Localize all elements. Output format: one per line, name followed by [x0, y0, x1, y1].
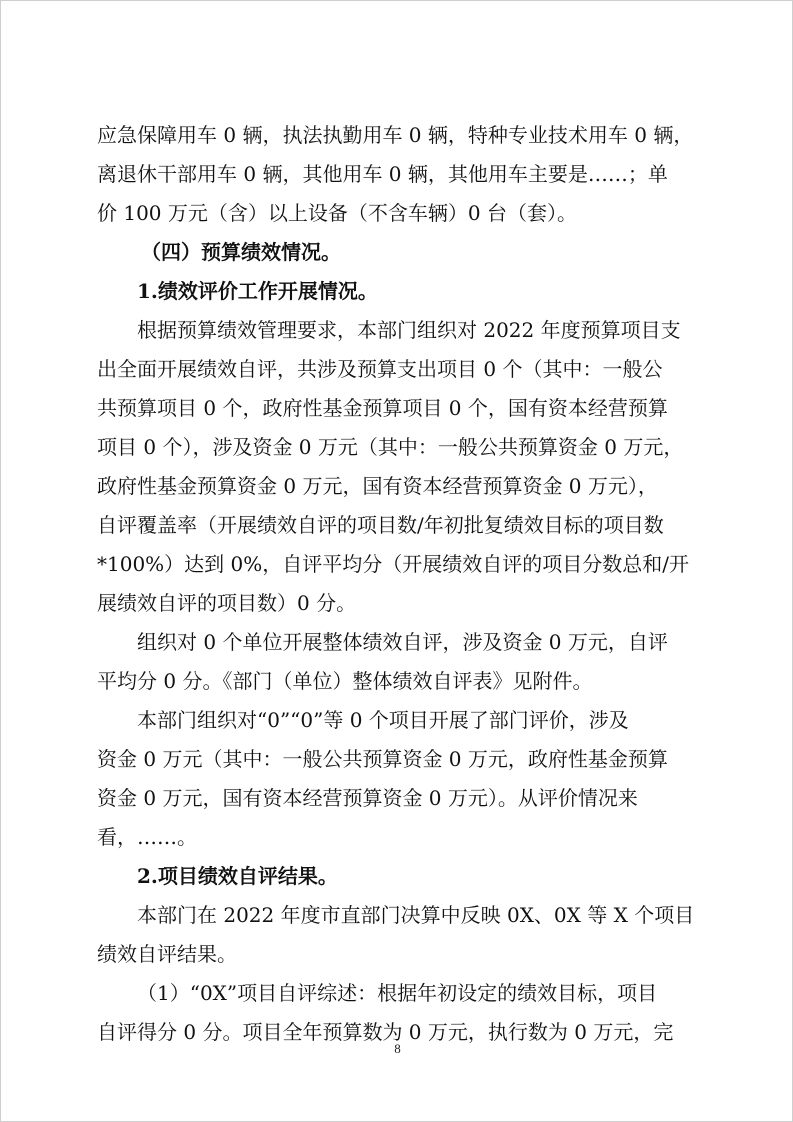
subsection-heading: 1.绩效评价工作开展情况。	[137, 279, 378, 303]
paragraph-line: 展绩效自评的项目数）0 分。	[97, 591, 357, 615]
paragraph-line: 项目 0 个），涉及资金 0 万元（其中：一般公共预算资金 0 万元，	[97, 435, 684, 459]
paragraph-line: 资金 0 万元（其中：一般公共预算资金 0 万元，政府性基金预算	[97, 747, 668, 771]
paragraph-line: 自评得分 0 分。项目全年预算数为 0 万元，执行数为 0 万元，完	[97, 1020, 674, 1044]
paragraph-line: 出全面开展绩效自评，共涉及预算支出项目 0 个（其中：一般公	[97, 357, 663, 381]
subsection-heading: 2.项目绩效自评结果。	[137, 864, 338, 888]
paragraph-line: 组织对 0 个单位开展整体绩效自评，涉及资金 0 万元，自评	[137, 630, 668, 654]
paragraph-line: 本部门组织对“0”“0”等 0 个项目开展了部门评价，涉及	[137, 708, 629, 732]
paragraph-line: 应急保障用车 0 辆，执法执勤用车 0 辆，特种专业技术用车 0 辆，	[97, 123, 694, 147]
paragraph-line: 平均分 0 分。《部门（单位）整体绩效自评表》见附件。	[97, 669, 593, 693]
paragraph-line: 本部门在 2022 年度市直部门决算中反映 0X、0X 等 X 个项目	[137, 903, 695, 927]
paragraph-line: 根据预算绩效管理要求，本部门组织对 2022 年度预算项目支	[137, 318, 681, 342]
paragraph-line: 自评覆盖率（开展绩效自评的项目数/年初批复绩效目标的项目数	[97, 513, 664, 537]
paragraph-line: 资金 0 万元，国有资本经营预算资金 0 万元）。从评价情况来	[97, 786, 638, 810]
paragraph-line: 价 100 万元（含）以上设备（不含车辆）0 台（套）。	[97, 201, 577, 225]
paragraph-line: 绩效自评结果。	[97, 942, 237, 966]
paragraph-line: （1）“0X”项目自评综述：根据年初设定的绩效目标，项目	[137, 981, 658, 1005]
paragraph-line: 政府性基金预算资金 0 万元，国有资本经营预算资金 0 万元），	[97, 474, 658, 498]
paragraph-line: 离退休干部用车 0 辆，其他用车 0 辆，其他用车主要是……；单	[97, 162, 668, 186]
page-number: 8	[394, 1041, 401, 1056]
paragraph-line: 共预算项目 0 个，政府性基金预算项目 0 个，国有资本经营预算	[97, 396, 668, 420]
paragraph-line: *100%）达到 0%，自评平均分（开展绩效自评的项目分数总和/开	[97, 552, 690, 576]
section-heading: （四）预算绩效情况。	[141, 240, 341, 264]
paragraph-line: 看，……。	[97, 825, 197, 849]
